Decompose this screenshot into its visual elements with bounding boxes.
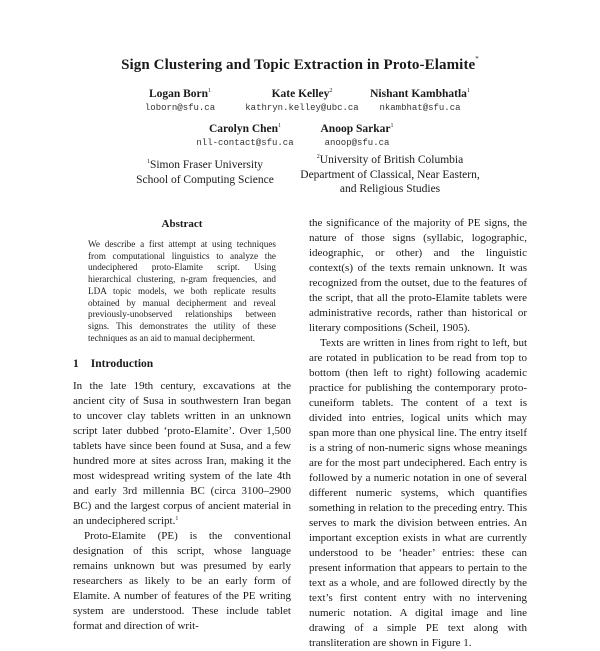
- author-block: [302, 119, 412, 150]
- title-text: Sign Clustering and Topic Extraction in Proto-Elamite: [121, 57, 476, 73]
- affiliation-line: $^2$University of British Columbia: [316, 154, 464, 166]
- paragraph: Texts are written in lines from right to left, but are rotated in publication to be read from top to bottom (then left to right) following academic practice for publishing the contemporary proto-cuneiform tablets. The content of a text is divided into entries, logical units which may span more than one physical line. The entry itself is a string of non-numeric signs whose meanings are for the most part undeciphered. Each entry is followed by a numeric notation in one of several different numeric systems, which quantifies something in relation to the preceding entry. This serves to mark the division between entries. An important exception exists in what are currently understood to be ‘header’ entries: these can present information that appears to pertain to the text as a whole, and are followed directly by the text’s first content entry with no intervening numeric notation. A digital image and line drawing of a simple PE text along with transliteration are shown in Figure 1.: [309, 337, 527, 649]
- author-email[interactable]: loborn@sfu.ca: [144, 103, 216, 113]
- affiliation-line: and Religious Studies: [339, 183, 441, 195]
- author-block: [185, 119, 305, 150]
- author-name: Anoop Sarkar$^1$: [320, 123, 394, 135]
- left-column: [73, 379, 291, 634]
- affiliation-2: [285, 150, 495, 197]
- author-email[interactable]: kathryn.kelley@ubc.ca: [245, 103, 359, 113]
- section-title: Introduction: [90, 358, 154, 370]
- footnote-mark[interactable]: 1: [175, 516, 179, 522]
- paper-title: [0, 55, 600, 74]
- author-email[interactable]: nkambhat@sfu.ca: [379, 103, 461, 113]
- section-number: 1: [73, 358, 79, 370]
- affiliation-line: Department of Classical, Near Eastern,: [300, 168, 480, 181]
- section-heading: [73, 358, 153, 370]
- paragraph: the significance of the majority of PE signs, the nature of those signs (syllabic, logographic, ideographic, or other) and the linguistic context(s) of the texts remain unknown. It was recognized from the outset, due to the features of the script, that all the proto-Elamite tablets were administrative records, rather than historical or literary compositions (Scheil, 1905).: [309, 217, 527, 334]
- title-footnote-mark: *: [475, 55, 479, 63]
- author-name: Logan Born$^1$: [148, 88, 212, 100]
- affiliation-line: $^1$Simon Fraser University: [146, 159, 264, 171]
- right-column: [309, 216, 527, 651]
- author-block: [345, 84, 495, 115]
- affiliation-1: [110, 155, 300, 187]
- paragraph: Proto-Elamite (PE) is the conventional designation of this script, whose language remains unknown but was presumed by early researchers as likely to be an early form of Elamite. A number of features of the PE writing system are understood. These include tablet format and direction of writ-: [73, 530, 291, 632]
- author-name: Carolyn Chen$^1$: [208, 123, 282, 135]
- author-name: Kate Kelley$^2$: [271, 88, 333, 100]
- paragraph: In the late 19th century, excavations at the ancient city of Susa in southwestern Iran began to uncover clay tablets written in an unknown script later dubbed ‘proto-Elamite’. Over 1,500 tablets have since been found at Susa, and a few hundred more at sites across Iran, making it the most widespread writing system of the late 4th and early 3rd millennia BC (circa 3100–2900 BC) and the largest corpus of ancient material in an undeciphered script.$^1$: [73, 380, 291, 527]
- abstract-text: We describe a first attempt at using techniques from computational linguistics to analyze the undeciphered proto-Elamite script. Using hierarchical clustering, n-gram frequencies, and LDA topic models, we both replicate results obtained by manual decipherment and reveal previously-unobserved relationships between signs. This demonstrates the utility of these techniques as an aid to manual decipherment.: [88, 239, 276, 343]
- affiliation-line: School of Computing Science: [136, 173, 274, 186]
- author-email[interactable]: anoop@sfu.ca: [324, 138, 390, 148]
- author-name: Nishant Kambhatla$^1$: [370, 88, 470, 100]
- abstract-heading: Abstract: [161, 218, 203, 230]
- author-email[interactable]: nll-contact@sfu.ca: [196, 138, 294, 148]
